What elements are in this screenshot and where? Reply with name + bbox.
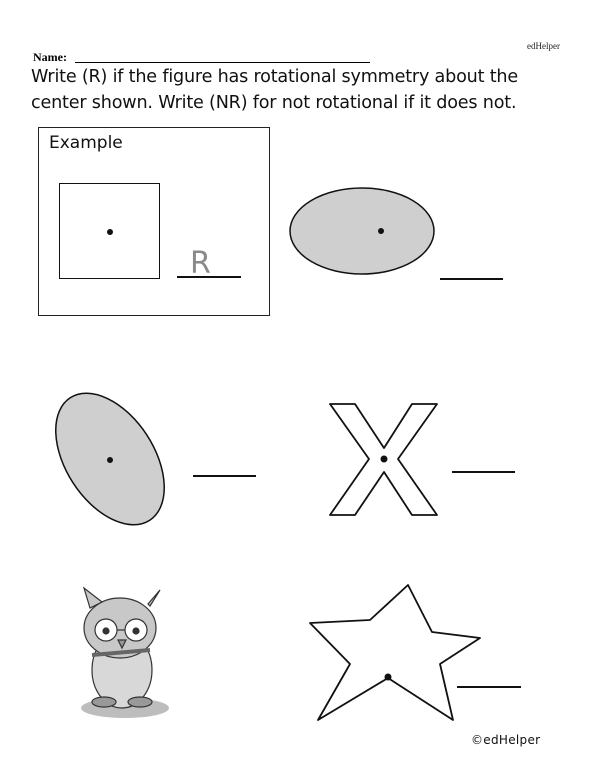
brand-label: edHelper xyxy=(527,41,560,51)
footer-copyright: ©edHelper xyxy=(471,733,541,747)
example-answer: R xyxy=(190,246,211,281)
example-title: Example xyxy=(49,133,123,153)
star-figure xyxy=(310,585,480,720)
instructions: Write (R) if the figure has rotational symmetry about the center shown. Write (NR) for not rotational if it does not. xyxy=(31,67,518,113)
answer-line-5[interactable] xyxy=(457,686,521,688)
name-label: Name: xyxy=(33,50,67,64)
star-center-dot xyxy=(385,674,392,681)
